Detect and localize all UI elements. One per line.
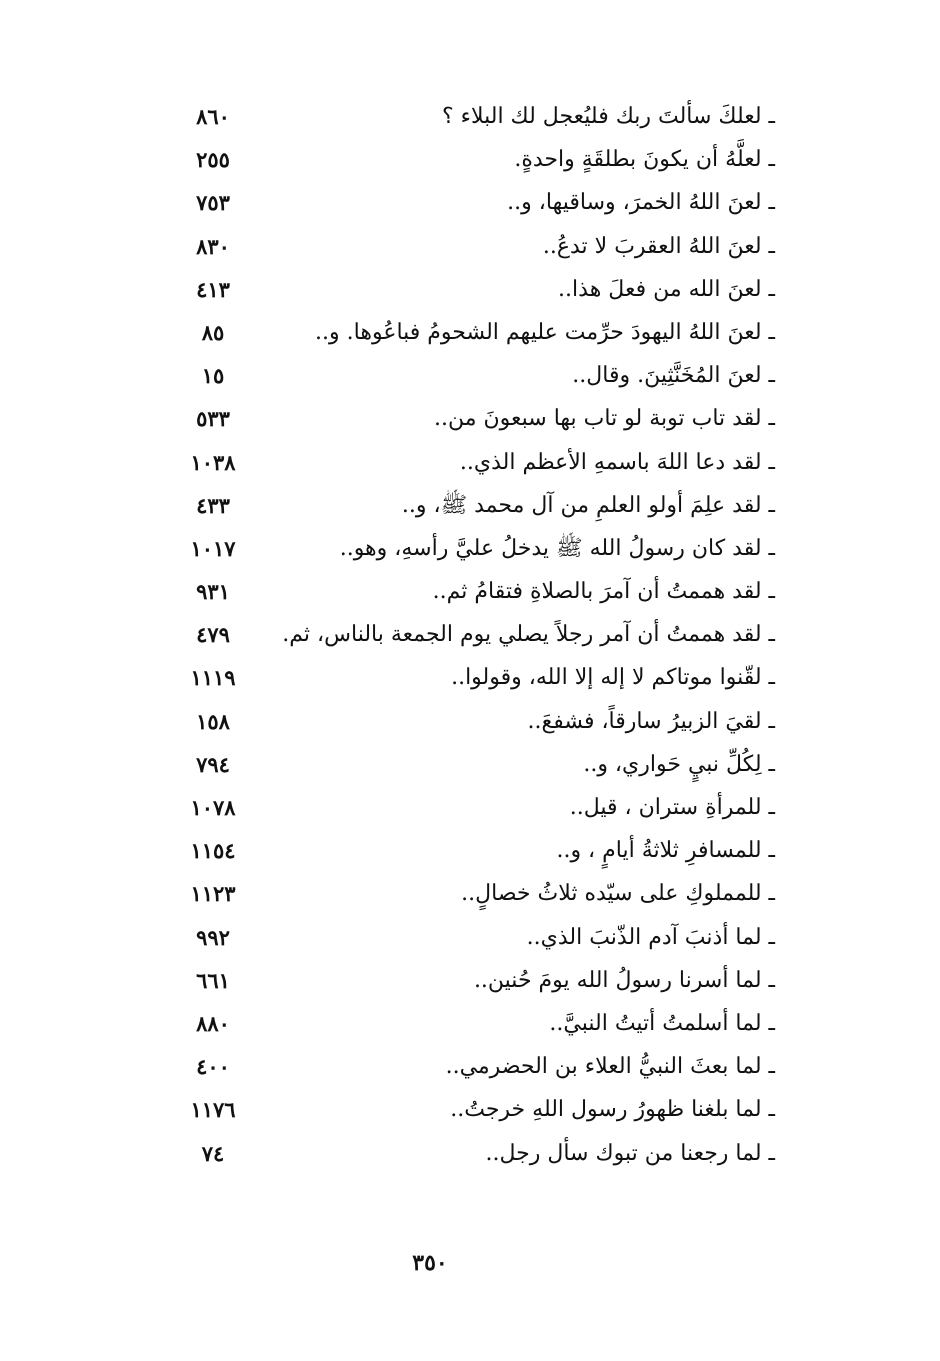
entry-reference-number: ١١١٩ [190,665,236,691]
entry-text: ـ لما رجعنا من تبوك سأل رجل.. [485,1140,775,1166]
hadith-index-list [175,95,775,1175]
index-entry [175,916,775,959]
entry-text: ـ لقد تاب توبة لو تاب بها سبعونَ من.. [433,406,775,432]
entry-text: ـ لقد دعا اللهَ باسمهِ الأعظم الذي.. [459,449,775,475]
entry-reference-number: ٤٣٣ [196,492,230,518]
entry-text: ـ لعلكَ سألتَ ربك فليُعجل لك البلاء ؟ [441,104,775,129]
index-entry [175,700,775,743]
entry-reference-number: ٨٦٠ [196,104,230,129]
page-number: ٣٥٠ [412,1250,448,1276]
index-entry [175,138,775,181]
index-entry [175,311,775,354]
entry-reference-number: ٧٩٤ [196,751,230,777]
entry-text: ـ لما أسلمتُ أتيتُ النبيَّ.. [549,1010,775,1036]
entry-reference-number: ٨٨٠ [196,1010,230,1036]
index-entry [175,225,775,268]
entry-text: ـ لقّنوا موتاكم لا إله إلا الله، وقولوا.. [451,665,775,691]
index-entry [175,786,775,829]
entry-text: ـ لعنَ الله من فعلَ هذا.. [558,276,775,302]
entry-text: ـ للمملوكِ على سيّده ثلاثُ خصالٍ.. [461,881,775,907]
entry-text: ـ لعنَ اللهُ العقربَ لا تدعُ.. [542,233,775,259]
entry-reference-number: ٤٧٩ [196,622,230,648]
entry-reference-number: ١٠٧٨ [190,795,236,820]
entry-text: ـ لما بلغنا ظهورُ رسول اللهِ خرجتُ.. [450,1097,775,1123]
entry-text: ـ لما بعثَ النبيُّ العلاء بن الحضرمي.. [445,1054,775,1080]
index-entry [175,613,775,656]
entry-reference-number: ٩٣١ [196,579,230,605]
index-entry [175,268,775,311]
entry-text: ـ لِكُلِّ نبيٍ حَواري، و.. [583,751,775,777]
entry-text: ـ للمرأةِ ستران ، قيل.. [569,795,775,820]
entry-text: ـ لقد هممتُ أن آمرَ بالصلاةِ فتقامُ ثم.. [432,579,775,605]
entry-reference-number: ٧٥٣ [196,190,230,216]
entry-reference-number: ٨٥ [201,319,225,345]
entry-reference-number: ١١٢٣ [190,881,236,907]
index-entry [175,1088,775,1131]
entry-reference-number: ١٥٨ [196,708,230,734]
index-entry [175,484,775,527]
index-entry [175,95,775,138]
entry-reference-number: ١٥ [201,363,225,389]
index-entry [175,1002,775,1045]
entry-reference-number: ١١٧٦ [190,1097,236,1123]
entry-text: ـ لعنَ اللهُ الخمرَ، وساقيها، و.. [507,190,775,216]
entry-reference-number: ٤٠٠ [196,1054,230,1080]
entry-reference-number: ٥٣٣ [196,406,230,432]
index-entry [175,1132,775,1175]
index-entry [175,441,775,484]
entry-reference-number: ٩٩٢ [196,924,230,950]
index-entry [175,570,775,613]
entry-reference-number: ٦٦١ [196,967,230,993]
entry-reference-number: ٢٥٥ [196,147,230,173]
index-entry [175,397,775,440]
entry-text: ـ لما أسرنا رسولُ الله يومَ حُنين.. [473,967,775,993]
entry-text: ـ لعلَّهُ أن يكونَ بطلقَةٍ واحدةٍ. [514,147,775,173]
index-entry [175,959,775,1002]
index-entry [175,656,775,699]
index-entry [175,1045,775,1088]
index-entry [175,743,775,786]
index-entry [175,829,775,872]
entry-reference-number: ٧٤ [201,1140,225,1166]
entry-text: ـ لما أذنبَ آدم الذّنبَ الذي.. [526,924,775,950]
index-entry [175,354,775,397]
entry-reference-number: ٤١٣ [196,276,230,302]
entry-text: ـ للمسافرِ ثلاثةُ أيامٍ ، و.. [556,838,775,864]
entry-text: ـ لقد هممتُ أن آمر رجلاً يصلي يوم الجمعة بالناس، ثم. [282,622,775,648]
index-entry [175,527,775,570]
entry-text: ـ لعنَ المُخَنَّثِينَ. وقال.. [572,363,775,389]
entry-reference-number: ١١٥٤ [190,838,236,864]
entry-text: ـ لقد كان رسولُ الله ﷺ يدخلُ عليَّ رأسهِ، وهو.. [339,535,775,561]
index-entry [175,181,775,224]
entry-reference-number: ١٠١٧ [190,535,236,561]
entry-text: ـ لقيَ الزبيرُ سارقاً، فشفعَ.. [527,708,775,734]
entry-text: ـ لعنَ اللهُ اليهودَ حرِّمت عليهم الشحومُ فباعُوها. و.. [315,319,775,345]
entry-reference-number: ٨٣٠ [196,233,230,259]
entry-text: ـ لقد علِمَ أولو العلمِ من آل محمد ﷺ، و.. [401,492,775,518]
entry-reference-number: ١٠٣٨ [190,449,236,475]
index-entry [175,872,775,915]
